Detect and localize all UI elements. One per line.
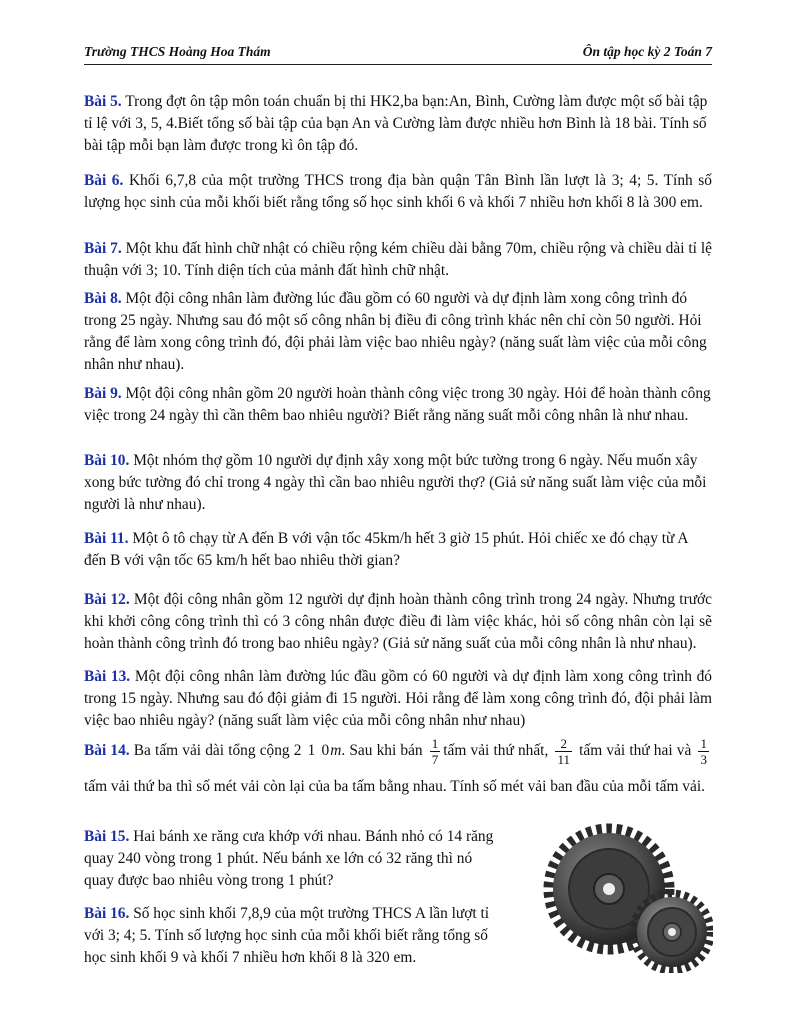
problem-text: Một đội công nhân gồm 20 người hoàn thành công việc trong 30 ngày. Hỏi để hoàn thành công việc trong 24 ngày thì cần thêm bao nhiêu người? Biết rằng năng suất mỗi công nhân là như nhau. [84,385,711,424]
problem-text: Một đội công nhân làm đường lúc đầu gồm có 60 người và dự định làm xong công trình đó trong 25 ngày. Nhưng sau đó một số công nhân bị điều đi công trình khác nên chỉ còn 50 người. Hỏi rằng để làm xong công trình đó, đội phải làm việc bao nhiêu ngày? (năng suất làm việc của mỗi công nhân như nhau). [84,290,707,373]
gears-icon [543,823,713,973]
problem-text-5: tấm vải thứ ba thì số mét vải còn lại của ba tấm bằng nhau. Tính số mét vải ban đầu của mỗi tấm vải. [84,778,705,795]
problem-15 [84,826,539,892]
header-rule [84,64,712,65]
problem-text: Một khu đất hình chữ nhật có chiều rộng kém chiều dài bằng 70m, chiều rộng và chiều dài tỉ lệ thuận với 3; 10. Tính diện tích của mảnh đất hình chữ nhật. [84,240,712,279]
problem-text-2: . Sau khi bán [341,742,423,759]
problem-16-line-1: Bài 16. Số học sinh khối 7,8,9 của một trường THCS A lần lượt tỉ [84,905,490,922]
course-title: Ôn tập học kỳ 2 Toán 7 [582,44,712,59]
problem-15-line-3: quay được bao nhiêu vòng trong 1 phút? [84,872,334,889]
problem-label: Bài 9. [84,385,122,402]
length-amount: 2 1 0 [293,742,331,759]
problem-16 [84,903,544,969]
problem-text: Một ô tô chạy từ A đến B với vận tốc 45km/h hết 3 giờ 15 phút. Hỏi chiếc xe đó chạy từ A đến B với vận tốc 65 km/h hết bao nhiêu thời gian? [84,530,688,569]
problem-15-line-2: quay 240 vòng trong 1 phút. Nếu bánh xe lớn có 32 răng thì nó [84,850,473,867]
problem-label: Bài 6. [84,172,124,189]
problem-text: Một đội công nhân gồm 12 người dự định hoàn thành công trình trong 24 ngày. Nhưng trước khi khởi công công trình thì có 3 công nhân được điều đi làm việc khác, hỏi số công nhân còn lại sẽ hoàn thành công trình đó trong bao nhiêu ngày? (Giả sử năng suất của mỗi công nhân là như nhau). [84,591,713,652]
problem-16-line-2: với 3; 4; 5. Tính số lượng học sinh của mỗi khối biết rằng tổng số [84,927,488,944]
problem-12 [84,589,712,655]
page-header [84,40,712,64]
problem-text: Khối 6,7,8 của một trường THCS trong địa bàn quận Tân Bình lần lượt là 3; 4; 5. Tính số lượng học sinh của mỗi khối biết rằng tổng số học sinh khối 6 và khối 7 nhiều hơn khối 8 là 300 em. [84,172,712,211]
problem-7 [84,238,712,282]
problem-text-3: tấm vải thứ nhất, [443,742,549,759]
problem-label: Bài 13. [84,668,131,685]
problem-label: Bài 5. [84,93,122,110]
problem-label: Bài 8. [84,290,122,307]
problem-label: Bài 11. [84,530,129,547]
problem-text: Một nhóm thợ gồm 10 người dự định xây xong một bức tường trong 6 ngày. Nếu muốn xây xong bức tường đó chỉ trong 4 ngày thì cần bao nhiêu người thợ? (Giả sử năng suất làm việc của mỗi người là như nhau). [84,452,707,513]
problem-label: Bài 16. [84,905,130,922]
problem-text: Trong đợt ôn tập môn toán chuẩn bị thi HK2,ba bạn:An, Bình, Cường làm được một số bài tập tỉ lệ với 3, 5, 4.Biết tổng số bài tập của bạn An và Cường làm được nhiều hơn Bình là 18 bài. Tính số bài tập mỗi bạn làm được trong kì ôn tập đó. [84,93,708,154]
problem-14 [84,733,712,805]
length-unit: m [330,742,342,759]
problem-11 [84,528,712,572]
problem-15-line-1: Bài 15. Hai bánh xe răng cưa khớp với nhau. Bánh nhỏ có 14 răng [84,828,494,845]
problem-label: Bài 14. [84,742,130,759]
problem-5 [84,91,712,157]
problem-16-line-3: học sinh khối 9 và khối 7 nhiều hơn khối 8 là 320 em. [84,949,417,966]
problem-8 [84,288,712,376]
problem-label: Bài 15. [84,828,130,845]
problem-10 [84,450,712,516]
problem-13 [84,666,712,732]
problem-text: Một đội công nhân làm đường lúc đầu gồm có 60 người và dự định làm xong công trình đó trong 15 ngày. Nhưng sau đó đội giảm đi 15 người. Hỏi rằng để làm xong công trình đó, đội phải làm việc bao nhiêu ngày? (năng suất làm việc của mỗi công nhân như nhau) [84,668,712,729]
problem-text-1: Ba tấm vải dài tổng cộng [133,742,290,759]
problem-6 [84,170,712,214]
fraction-first: $\frac{1}{7}$ [431,735,439,767]
problem-label: Bài 7. [84,240,122,257]
problem-9 [84,383,712,427]
problem-label: Bài 12. [84,591,130,608]
fraction-third: $\frac{1}{3}$ [700,735,707,767]
problem-label: Bài 10. [84,452,130,469]
problem-text-4: tấm vải thứ hai và [579,742,692,759]
school-name: Trường THCS Hoàng Hoa Thám [84,44,271,59]
fraction-second: $\frac{2}{11}$ [557,735,570,767]
